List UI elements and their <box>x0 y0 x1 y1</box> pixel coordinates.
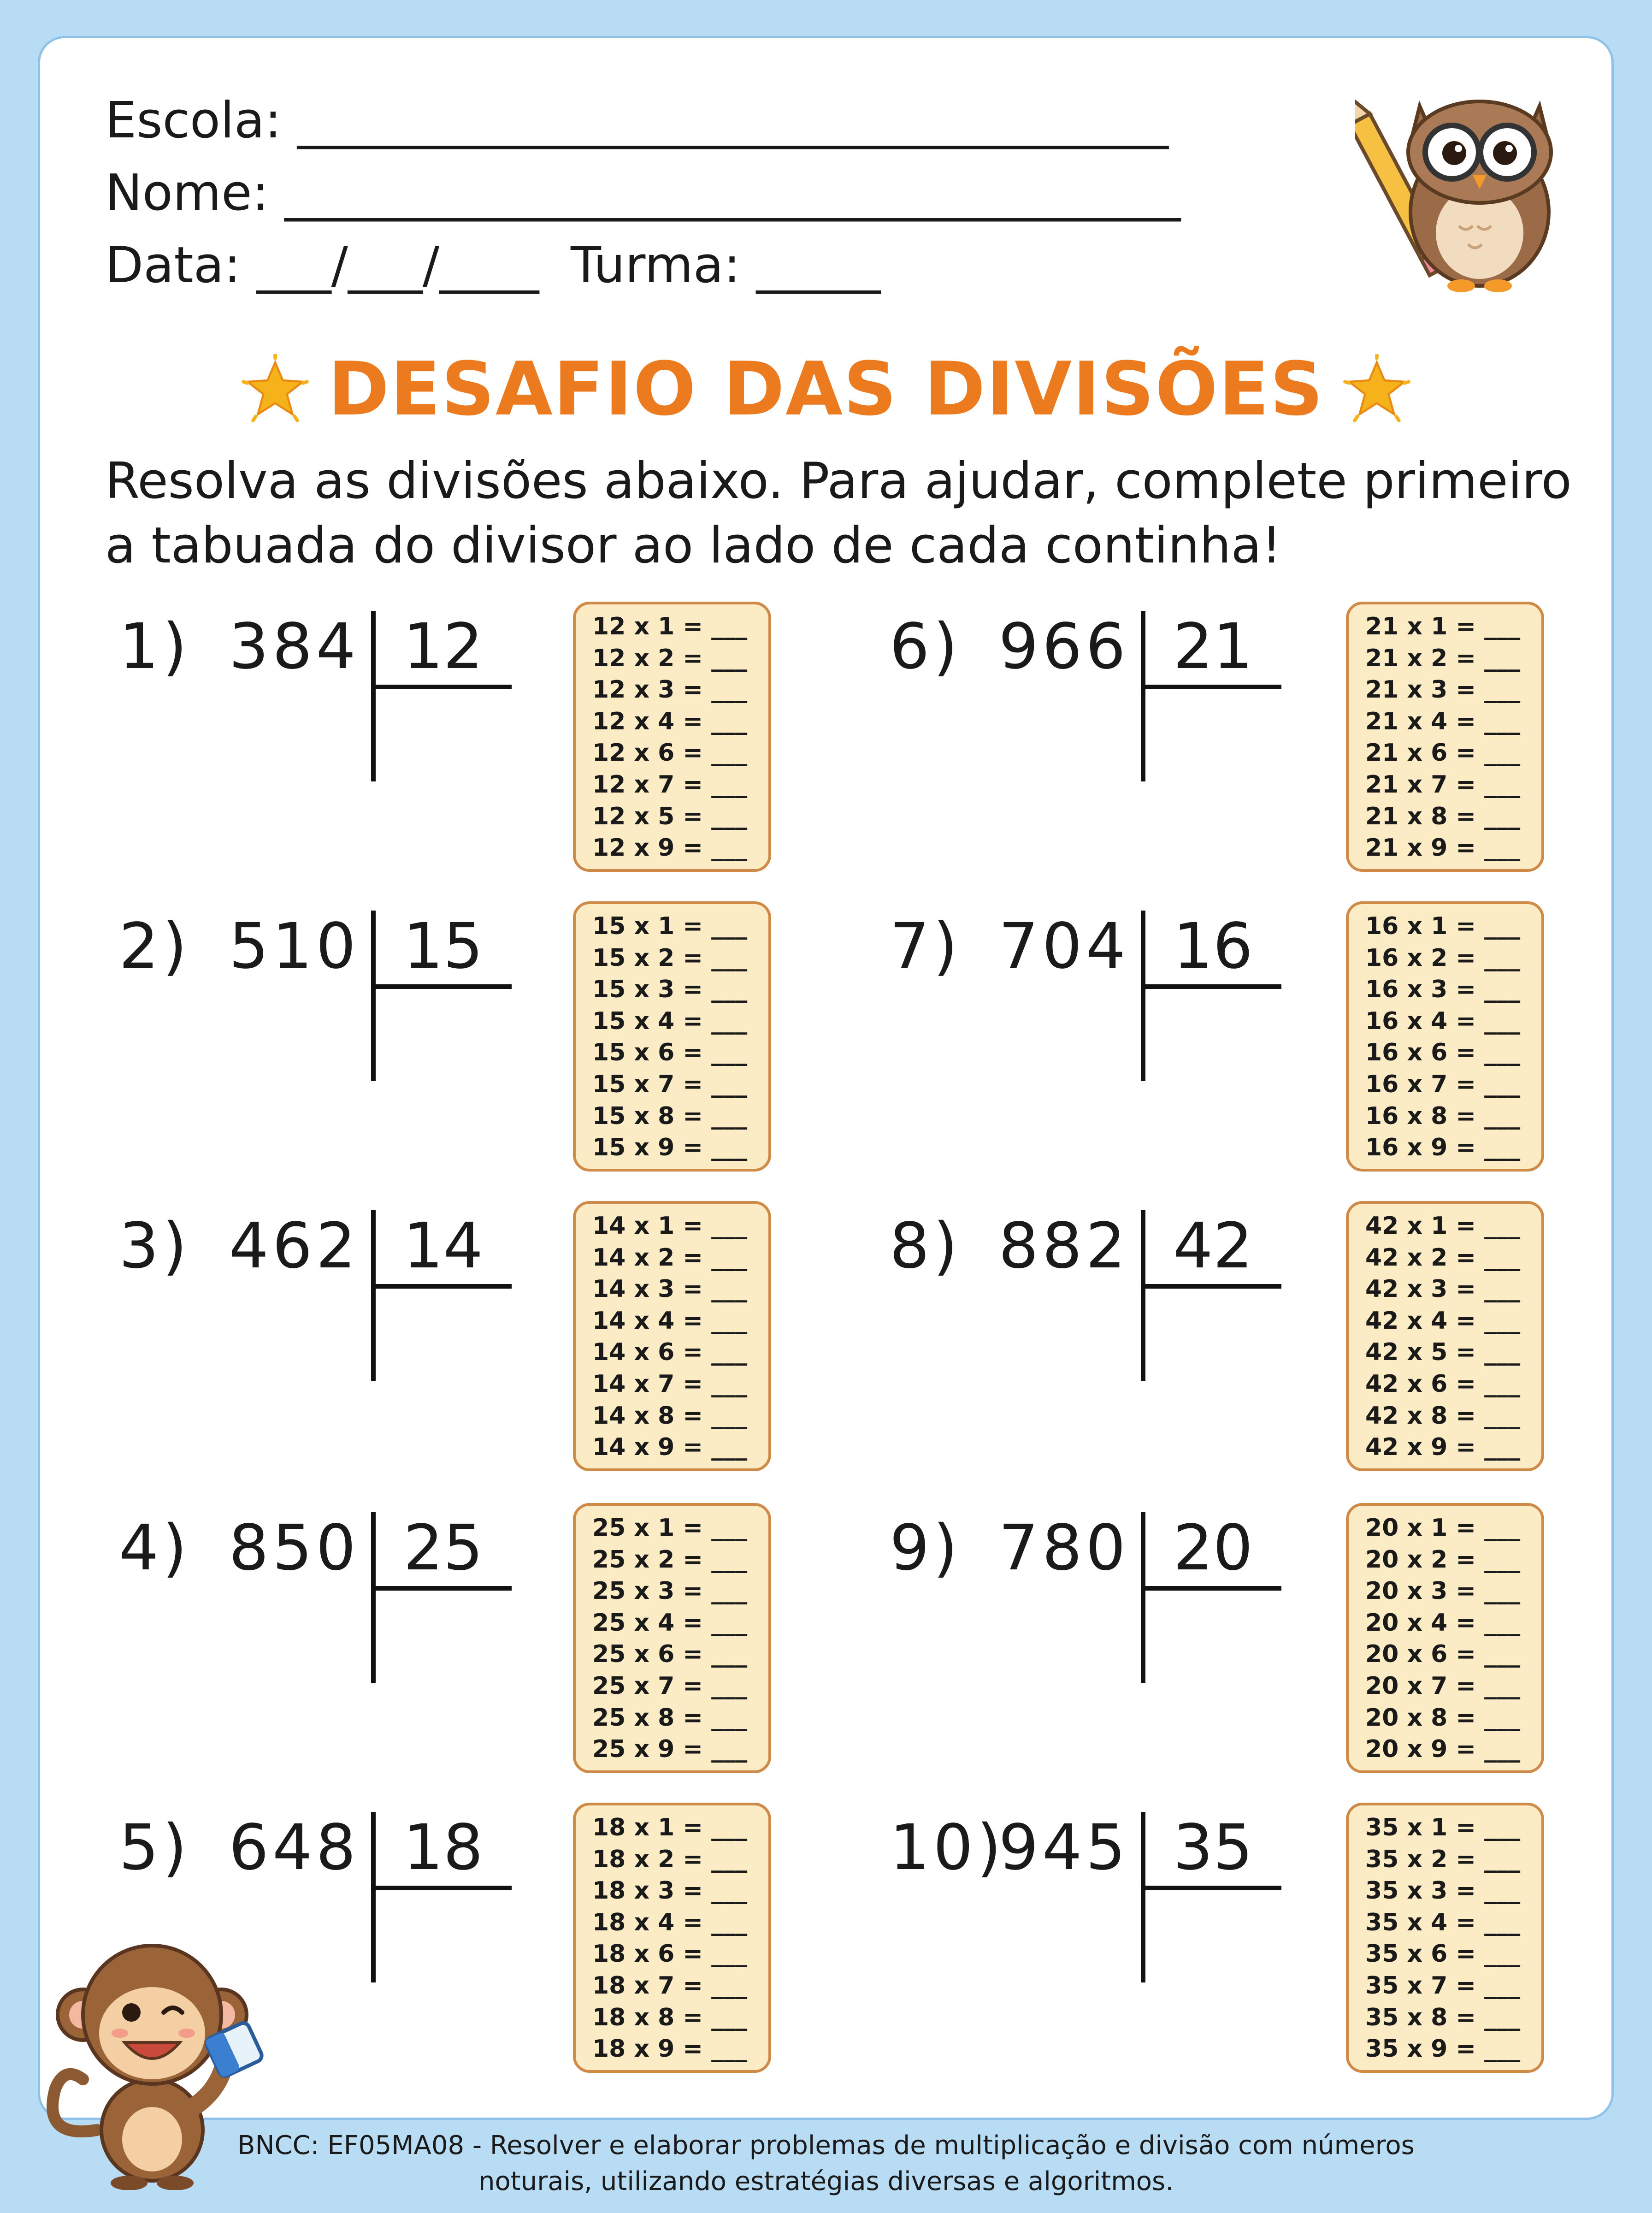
table-row: 18 x 6 = ___ <box>592 1940 748 1968</box>
table-row: 42 x 8 = ___ <box>1365 1402 1521 1430</box>
star-icon <box>241 354 310 423</box>
table-row: 20 x 6 = ___ <box>1365 1640 1521 1669</box>
dividend: 462 <box>229 1210 360 1283</box>
divisor: 14 <box>403 1210 484 1283</box>
table-row: 16 x 3 = ___ <box>1365 976 1521 1004</box>
division-bracket-horizontal <box>1141 685 1281 689</box>
star-icon <box>1342 354 1411 423</box>
table-row: 21 x 2 = ___ <box>1365 644 1521 672</box>
instructions-line-1: Resolva as divisões abaixo. Para ajudar, complete primeiro <box>105 452 1572 510</box>
multiplication-table-box <box>1346 1201 1544 1471</box>
table-row: 42 x 4 = ___ <box>1365 1307 1521 1335</box>
table-row: 20 x 4 = ___ <box>1365 1609 1521 1637</box>
problem-number: 4) <box>119 1512 191 1585</box>
table-row: 25 x 9 = ___ <box>592 1735 748 1763</box>
instructions-line-2: a tabuada do divisor ao lado de cada continha! <box>105 517 1282 574</box>
division-bracket-horizontal <box>1141 984 1281 989</box>
table-row: 35 x 2 = ___ <box>1365 1845 1521 1873</box>
table-row: 18 x 7 = ___ <box>592 1971 748 2000</box>
table-row: 15 x 2 = ___ <box>592 944 748 972</box>
multiplication-table-box <box>573 602 771 872</box>
table-row: 20 x 7 = ___ <box>1365 1672 1521 1700</box>
multiplication-table-box <box>1346 1803 1544 2073</box>
division-bracket-vertical <box>371 1512 376 1683</box>
table-row: 18 x 8 = ___ <box>592 2003 748 2031</box>
dividend: 945 <box>998 1811 1129 1884</box>
table-row: 21 x 4 = ___ <box>1365 707 1521 735</box>
dividend: 510 <box>229 910 360 983</box>
division-bracket-vertical <box>371 911 376 1081</box>
table-row: 18 x 1 = ___ <box>592 1814 748 1841</box>
table-row: 35 x 9 = ___ <box>1365 2035 1521 2063</box>
table-row: 16 x 9 = ___ <box>1365 1134 1521 1162</box>
table-row: 14 x 8 = ___ <box>592 1402 748 1430</box>
worksheet-title: DESAFIO DAS DIVISÕES <box>328 346 1324 432</box>
dividend: 850 <box>229 1512 360 1585</box>
owl-with-pencil-illustration <box>1355 74 1567 295</box>
multiplication-table-box <box>573 1803 771 2073</box>
table-row: 42 x 9 = ___ <box>1365 1433 1521 1462</box>
problem-number: 10) <box>890 1811 1005 1884</box>
multiplication-table-box <box>573 1503 771 1773</box>
table-row: 21 x 3 = ___ <box>1365 676 1521 704</box>
school-field: Escola: ___________________________________ <box>105 92 1168 149</box>
table-row: 42 x 3 = ___ <box>1365 1275 1521 1303</box>
problem-number: 8) <box>890 1210 962 1283</box>
table-row: 35 x 3 = ___ <box>1365 1877 1521 1905</box>
date-class-field: Data: ___/___/____ Turma: _____ <box>105 237 881 294</box>
division-bracket-horizontal <box>371 685 512 689</box>
divisor: 15 <box>403 910 484 983</box>
multiplication-table-box <box>573 1201 771 1471</box>
table-row: 15 x 8 = ___ <box>592 1102 748 1130</box>
division-bracket-horizontal <box>371 1886 512 1890</box>
table-row: 16 x 4 = ___ <box>1365 1007 1521 1035</box>
footer-line-2: noturais, utilizando estratégias diversas e algoritmos. <box>478 2166 1174 2196</box>
table-row: 14 x 4 = ___ <box>592 1307 748 1335</box>
table-row: 12 x 1 = ___ <box>592 613 748 640</box>
dividend: 966 <box>998 610 1129 683</box>
table-row: 20 x 3 = ___ <box>1365 1577 1521 1605</box>
division-bracket-vertical <box>371 1210 376 1381</box>
table-row: 18 x 3 = ___ <box>592 1877 748 1905</box>
table-row: 16 x 8 = ___ <box>1365 1102 1521 1130</box>
division-bracket-horizontal <box>371 1586 512 1591</box>
table-row: 35 x 8 = ___ <box>1365 2003 1521 2031</box>
table-row: 12 x 3 = ___ <box>592 676 748 704</box>
division-bracket-vertical <box>1141 911 1145 1081</box>
problem-number: 3) <box>119 1210 191 1283</box>
table-row: 42 x 1 = ___ <box>1365 1212 1521 1240</box>
division-bracket-vertical <box>371 1812 376 1982</box>
table-row: 16 x 6 = ___ <box>1365 1039 1521 1067</box>
table-row: 35 x 7 = ___ <box>1365 1971 1521 2000</box>
table-row: 35 x 4 = ___ <box>1365 1908 1521 1936</box>
table-row: 42 x 5 = ___ <box>1365 1338 1521 1367</box>
dividend: 780 <box>998 1512 1129 1585</box>
problem-number: 2) <box>119 910 191 983</box>
multiplication-table-box <box>573 901 771 1172</box>
table-row: 16 x 1 = ___ <box>1365 912 1521 940</box>
table-row: 25 x 6 = ___ <box>592 1640 748 1669</box>
divisor: 18 <box>403 1811 484 1884</box>
problem-number: 6) <box>890 610 962 683</box>
division-bracket-vertical <box>1141 1210 1145 1381</box>
table-row: 14 x 6 = ___ <box>592 1338 748 1367</box>
problem-number: 5) <box>119 1811 191 1884</box>
table-row: 42 x 6 = ___ <box>1365 1370 1521 1398</box>
divisor: 12 <box>403 610 484 683</box>
division-bracket-horizontal <box>371 1284 512 1289</box>
table-row: 25 x 3 = ___ <box>592 1577 748 1605</box>
table-row: 15 x 1 = ___ <box>592 912 748 940</box>
table-row: 21 x 6 = ___ <box>1365 739 1521 767</box>
division-bracket-horizontal <box>1141 1886 1281 1890</box>
footer-line-1: BNCC: EF05MA08 - Resolver e elaborar problemas de multiplicação e divisão com números <box>237 2130 1415 2160</box>
divisor: 25 <box>403 1512 484 1585</box>
table-row: 18 x 4 = ___ <box>592 1908 748 1936</box>
division-bracket-vertical <box>1141 1512 1145 1683</box>
table-row: 20 x 9 = ___ <box>1365 1735 1521 1763</box>
table-row: 20 x 8 = ___ <box>1365 1704 1521 1732</box>
dividend: 704 <box>998 910 1129 983</box>
table-row: 35 x 6 = ___ <box>1365 1940 1521 1968</box>
multiplication-table-box <box>1346 901 1544 1172</box>
table-row: 12 x 5 = ___ <box>592 802 748 830</box>
dividend: 648 <box>229 1811 360 1884</box>
dividend: 882 <box>998 1210 1129 1283</box>
table-row: 12 x 6 = ___ <box>592 739 748 767</box>
table-row: 21 x 7 = ___ <box>1365 770 1521 799</box>
division-bracket-vertical <box>1141 611 1145 781</box>
table-row: 21 x 1 = ___ <box>1365 613 1521 640</box>
divisor: 35 <box>1173 1811 1253 1884</box>
multiplication-table-box <box>1346 602 1544 872</box>
divisor: 20 <box>1173 1512 1253 1585</box>
table-row: 25 x 1 = ___ <box>592 1514 748 1542</box>
dividend: 384 <box>229 610 360 683</box>
table-row: 25 x 8 = ___ <box>592 1704 748 1732</box>
table-row: 25 x 2 = ___ <box>592 1545 748 1574</box>
table-row: 12 x 9 = ___ <box>592 834 748 862</box>
name-field: Nome: ____________________________________ <box>105 164 1181 222</box>
table-row: 21 x 8 = ___ <box>1365 802 1521 830</box>
table-row: 20 x 2 = ___ <box>1365 1545 1521 1574</box>
table-row: 25 x 4 = ___ <box>592 1609 748 1637</box>
problem-number: 1) <box>119 610 191 683</box>
table-row: 25 x 7 = ___ <box>592 1672 748 1700</box>
table-row: 42 x 2 = ___ <box>1365 1243 1521 1272</box>
table-row: 18 x 2 = ___ <box>592 1845 748 1873</box>
divisor: 21 <box>1173 610 1253 683</box>
divisor: 16 <box>1173 910 1253 983</box>
division-bracket-horizontal <box>1141 1284 1281 1289</box>
table-row: 21 x 9 = ___ <box>1365 834 1521 862</box>
table-row: 14 x 9 = ___ <box>592 1433 748 1462</box>
table-row: 12 x 4 = ___ <box>592 707 748 735</box>
table-row: 16 x 2 = ___ <box>1365 944 1521 972</box>
table-row: 15 x 3 = ___ <box>592 976 748 1004</box>
table-row: 12 x 2 = ___ <box>592 644 748 672</box>
table-row: 14 x 7 = ___ <box>592 1370 748 1398</box>
table-row: 14 x 2 = ___ <box>592 1243 748 1272</box>
division-bracket-horizontal <box>1141 1586 1281 1591</box>
problem-number: 9) <box>890 1512 962 1585</box>
table-row: 20 x 1 = ___ <box>1365 1514 1521 1542</box>
division-bracket-horizontal <box>371 984 512 989</box>
table-row: 18 x 9 = ___ <box>592 2035 748 2063</box>
table-row: 14 x 1 = ___ <box>592 1212 748 1240</box>
division-bracket-vertical <box>1141 1812 1145 1982</box>
table-row: 14 x 3 = ___ <box>592 1275 748 1303</box>
division-bracket-vertical <box>371 611 376 781</box>
table-row: 15 x 9 = ___ <box>592 1134 748 1162</box>
table-row: 15 x 6 = ___ <box>592 1039 748 1067</box>
table-row: 12 x 7 = ___ <box>592 770 748 799</box>
worksheet-title-row <box>0 346 1652 432</box>
table-row: 15 x 7 = ___ <box>592 1070 748 1098</box>
multiplication-table-box <box>1346 1503 1544 1773</box>
problem-number: 7) <box>890 910 962 983</box>
table-row: 35 x 1 = ___ <box>1365 1814 1521 1841</box>
table-row: 16 x 7 = ___ <box>1365 1070 1521 1098</box>
divisor: 42 <box>1173 1210 1253 1283</box>
footer-note <box>0 2128 1652 2200</box>
table-row: 15 x 4 = ___ <box>592 1007 748 1035</box>
